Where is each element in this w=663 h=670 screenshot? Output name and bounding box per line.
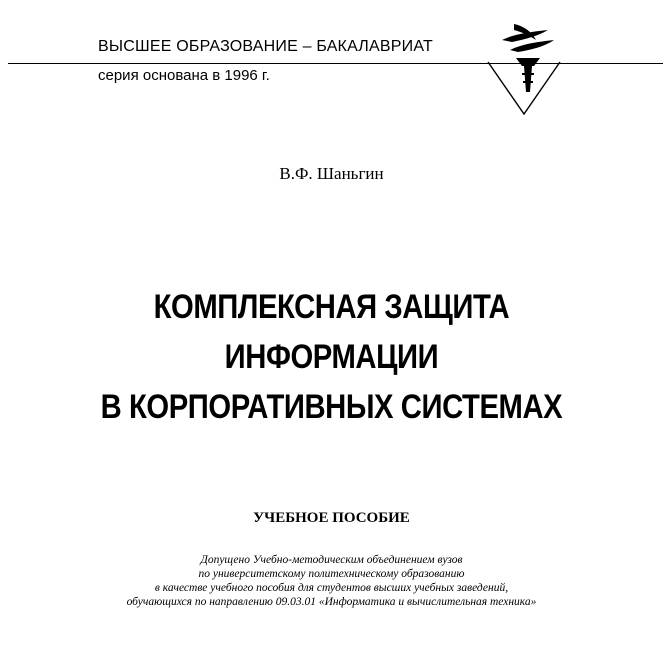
book-title-line: В КОРПОРАТИВНЫХ СИСТЕМАХ	[100, 388, 563, 426]
approval-line: в качестве учебного пособия для студентов высших учебных заведений,	[154, 582, 509, 594]
book-type: УЧЕБНОЕ ПОСОБИЕ	[253, 510, 410, 526]
book-title	[46, 282, 616, 432]
book-title-line: КОМПЛЕКСНАЯ ЗАЩИТА	[153, 288, 510, 326]
series-founded-note: серия основана в 1996 г.	[98, 67, 270, 84]
series-title: ВЫСШЕЕ ОБРАЗОВАНИЕ – БАКАЛАВРИАТ	[98, 38, 433, 55]
header-rule	[8, 63, 663, 64]
approval-line: по университетскому политехническому образованию	[198, 568, 465, 580]
book-title-line: ИНФОРМАЦИИ	[224, 338, 439, 376]
approval-statement	[0, 553, 663, 609]
torch-triangle-logo-icon	[484, 20, 564, 116]
approval-line: обучающихся по направлению 09.03.01 «Информатика и вычислительная техника»	[126, 596, 537, 608]
author-name: В.Ф. Шаньгин	[279, 164, 384, 183]
approval-line: Допущено Учебно-методическим объединением вузов	[200, 554, 463, 566]
series-header	[0, 0, 663, 120]
